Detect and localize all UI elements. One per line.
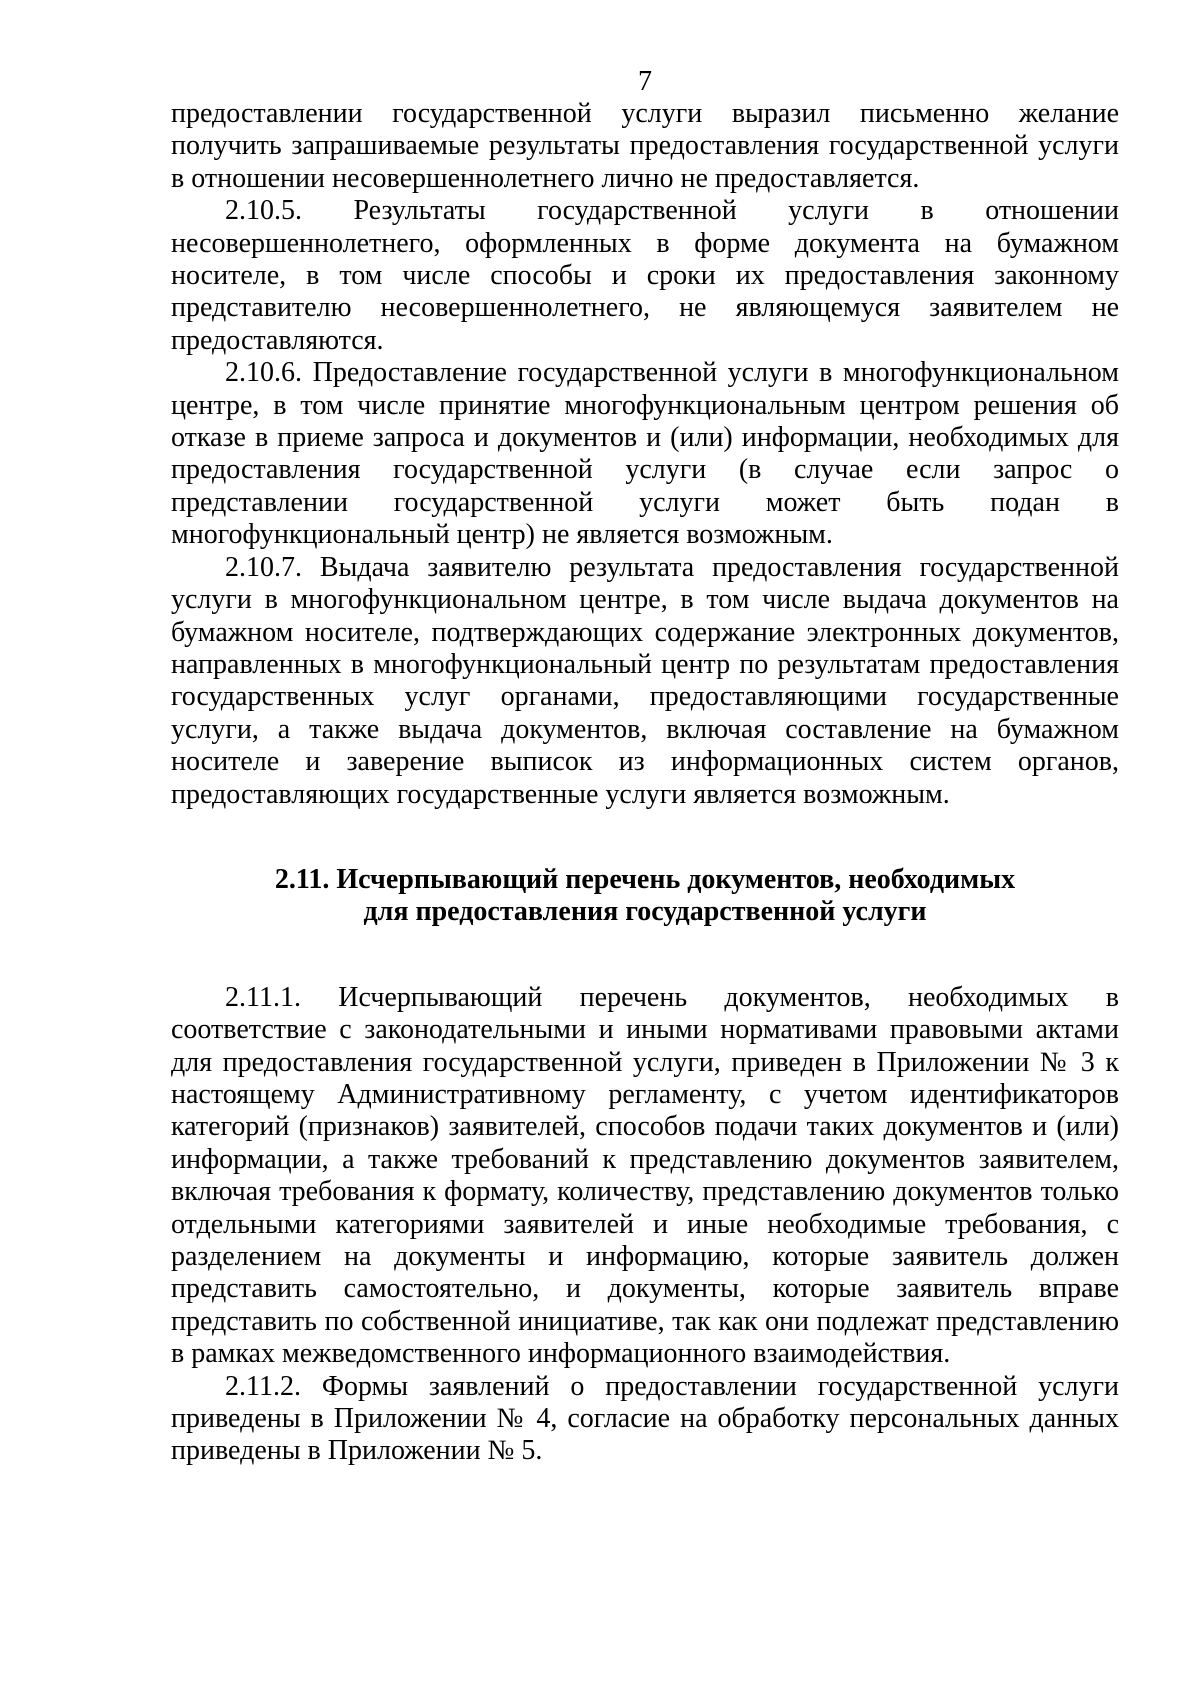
section-heading-2-11 [171, 864, 1119, 929]
paragraph-continuation: предоставлении государственной услуги выразил письменно желание получить запрашиваемые результаты предоставления государственной услуги в отношении несовершеннолетнего лично не предоставляется. [171, 98, 1119, 194]
page-number: 7 [638, 66, 652, 97]
section-heading-line-2: для предоставления государственной услуги [363, 896, 927, 928]
paragraph-2-10-5: 2.10.5. Результаты государственной услуги в отношении несовершеннолетнего, оформленных в форме документа на бумажном носителе, в том числе способы и сроки их предоставления законному представителю несовершеннолетнего, не являющемуся заявителем не предоставляются. [171, 195, 1119, 356]
paragraph-2-10-6: 2.10.6. Предоставление государственной услуги в многофункциональном центре, в том числе принятие многофункциональным центром решения об отказе в приеме запроса и документов и (или) информации, необходимых для предоставления государственной услуги (в случае если запрос о представлении государственной услуги может быть подан в многофункциональный центр) не является возможным. [171, 357, 1119, 551]
paragraph-2-11-2: 2.11.2. Формы заявлений о предоставлении государственной услуги приведены в Приложении № 4, согласие на обработку персональных данных приведены в Приложении № 5. [171, 1370, 1119, 1467]
paragraph-2-10-7: 2.10.7. Выдача заявителю результата предоставления государственной услуги в многофункциональном центре, в том числе выдача документов на бумажном носителе, подтверждающих содержание электронных документов, направленных в многофункциональный центр по результатам предоставления государственных услуг органами, предоставляющими государственные услуги, а также выдача документов, включая составление на бумажном носителе и заверение выписок из информационных систем органов, предоставляющих государственные услуги является возможным. [171, 551, 1119, 810]
section-heading-line-1: 2.11. Исчерпывающий перечень документов, необходимых [274, 863, 1016, 895]
document-page [171, 66, 1119, 1468]
paragraph-2-11-1: 2.11.1. Исчерпывающий перечень документов, необходимых в соответствие с законодательными и иными нормативами правовыми актами для предоставления государственной услуги, приведен в Приложении № 3 к настоящему Административному регламенту, с учетом идентификаторов категорий (признаков) заявителей, способов подачи таких документов и (или) информации, а также требований к представлению документов заявителем, включая требования к формату, количеству, представлению документов только отдельными категориями заявителей и иные необходимые требования, с разделением на документы и информацию, которые заявитель должен представить самостоятельно, и документы, которые заявитель вправе представить по собственной инициативе, так как они подлежат представлению в рамках межведомственного информационного взаимодействия. [171, 981, 1119, 1370]
